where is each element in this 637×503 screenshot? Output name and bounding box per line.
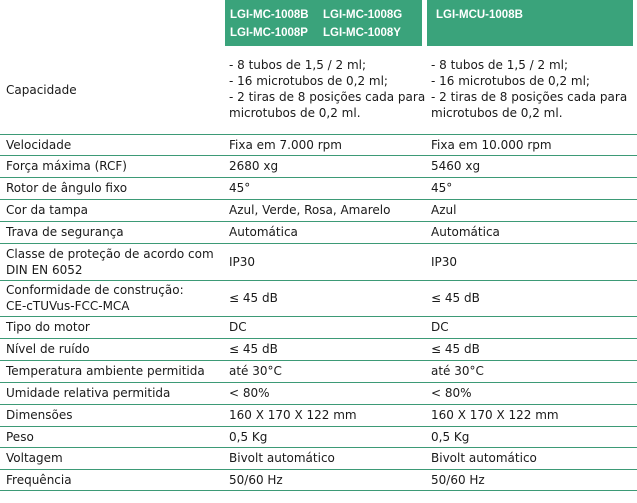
cell-text-line: Velocidade [6,137,72,152]
spec-row [0,221,637,243]
spec-value-col1 [225,46,427,134]
model-name: LGI-MC-1008Y [323,27,401,39]
header-models-col1 [225,0,422,46]
spec-value-col2 [427,177,637,199]
cell-text-line: Voltagem [6,451,63,465]
spec-value-col2 [427,338,637,360]
spec-value-col2 [427,221,637,243]
cell-text-line: microtubos de 0,2 ml. [229,106,361,120]
model-name: LGI-MCU-1008B [436,9,523,21]
spec-value-col2 [427,46,637,134]
cell-text-line: 160 X 170 X 122 mm [431,408,559,422]
cell-text-line: 0,5 Kg [431,429,470,444]
cell-text-line: Azul [431,203,457,217]
spec-value-col2 [427,447,637,469]
spec-value-col2 [427,316,637,338]
spec-label [0,404,225,426]
cell-text-line: ≤ 45 dB [431,291,480,305]
spec-value-col1 [225,199,427,221]
spec-row [0,426,637,447]
cell-text-line: Rotor de ângulo fixo [6,181,128,195]
cell-text-line: 45° [431,181,453,195]
spec-value-col2 [427,134,637,155]
spec-value-col2 [427,404,637,426]
cell-text-line: 0,5 Kg [229,429,268,444]
cell-text-line: Azul, Verde, Rosa, Amarelo [229,203,391,217]
spec-label [0,382,225,404]
cell-text-line: - 16 microtubos de 0,2 ml; [229,74,388,88]
spec-value-col2 [427,469,637,490]
header-models-col2 [427,0,633,46]
spec-label [0,199,225,221]
cell-text-line: - 2 tiras de 8 posições cada para [431,90,628,104]
cell-text-line: microtubos de 0,2 ml. [431,106,563,120]
spec-value-col2 [427,280,637,316]
spec-row [0,382,637,404]
cell-text-line: - 8 tubos de 1,5 / 2 ml; [431,58,569,72]
spec-row [0,280,637,316]
spec-table [0,46,637,491]
spec-row [0,46,637,134]
spec-value-col2 [427,426,637,447]
spec-value-col2 [427,243,637,280]
spec-row [0,243,637,280]
cell-text-line: Conformidade de construção: [6,283,184,297]
cell-text-line: 2680 xg [229,159,279,173]
cell-text-line: DIN EN 6052 [6,262,83,277]
cell-text-line: Umidade relativa permitida [6,386,171,400]
spec-label [0,243,225,280]
cell-text-line: ≤ 45 dB [431,342,480,356]
cell-text-line: 50/60 Hz [229,472,283,487]
spec-value-col1 [225,243,427,280]
spec-value-col1 [225,469,427,490]
spec-label [0,447,225,469]
spec-row [0,404,637,426]
spec-row [0,469,637,490]
spec-value-col2 [427,199,637,221]
cell-text-line: 5460 xg [431,159,481,173]
spec-row [0,134,637,155]
spec-label [0,360,225,382]
cell-text-line: DC [431,320,449,334]
spec-value-col1 [225,280,427,316]
cell-text-line: - 8 tubos de 1,5 / 2 ml; [229,58,367,72]
spec-row [0,199,637,221]
spec-value-col1 [225,382,427,404]
cell-text-line: - 16 microtubos de 0,2 ml; [431,74,590,88]
cell-text-line: Automática [431,225,500,239]
spec-label [0,469,225,490]
spec-row [0,338,637,360]
spec-value-col2 [427,155,637,177]
spec-value-col1 [225,447,427,469]
spec-value-col1 [225,134,427,155]
cell-text-line: 45° [229,181,251,195]
spec-label [0,177,225,199]
spec-value-col1 [225,404,427,426]
spec-label [0,221,225,243]
spec-value-col1 [225,155,427,177]
spec-label [0,155,225,177]
spec-row [0,177,637,199]
cell-text-line: Tipo do motor [6,320,90,334]
cell-text-line: até 30°C [431,364,484,378]
cell-text-line: 160 X 170 X 122 mm [229,408,357,422]
cell-text-line: Automática [229,225,298,239]
model-name: LGI-MC-1008B [230,9,309,21]
spec-label [0,426,225,447]
model-name: LGI-MC-1008G [323,9,403,21]
cell-text-line: DC [229,320,247,334]
cell-text-line: < 80% [431,386,472,400]
model-name: LGI-MC-1008P [230,27,308,39]
cell-text-line: Peso [6,429,34,444]
spec-value-col1 [225,338,427,360]
spec-label [0,280,225,316]
cell-text-line: Trava de segurança [6,225,124,239]
spec-label [0,134,225,155]
spec-label [0,46,225,134]
spec-value-col1 [225,221,427,243]
spec-row [0,316,637,338]
cell-text-line: Capacidade [6,82,77,97]
cell-text-line: ≤ 45 dB [229,342,278,356]
cell-text-line: Fixa em 10.000 rpm [431,137,552,152]
cell-text-line: Fixa em 7.000 rpm [229,137,342,152]
cell-text-line: IP30 [431,254,458,269]
cell-text-line: Temperatura ambiente permitida [6,364,205,378]
cell-text-line: CE-cTUVus-FCC-MCA [6,299,130,313]
cell-text-line: Nível de ruído [6,342,90,356]
cell-text-line: Cor da tampa [6,203,88,217]
cell-text-line: Classe de proteção de acordo com [6,246,214,261]
spec-value-col1 [225,177,427,199]
spec-row [0,447,637,469]
spec-value-col1 [225,426,427,447]
cell-text-line: IP30 [229,254,256,269]
spec-value-col2 [427,360,637,382]
cell-text-line: ≤ 45 dB [229,291,278,305]
spec-row [0,155,637,177]
cell-text-line: Dimensões [6,408,73,422]
cell-text-line: Bivolt automático [431,451,537,465]
spec-value-col2 [427,382,637,404]
cell-text-line: até 30°C [229,364,282,378]
cell-text-line: Bivolt automático [229,451,335,465]
spec-value-col1 [225,360,427,382]
spec-label [0,338,225,360]
spec-value-col1 [225,316,427,338]
cell-text-line: < 80% [229,386,270,400]
cell-text-line: - 2 tiras de 8 posições cada para [229,90,426,104]
spec-row [0,360,637,382]
cell-text-line: Força máxima (RCF) [6,159,127,173]
spec-label [0,316,225,338]
cell-text-line: Frequência [6,472,72,487]
cell-text-line: 50/60 Hz [431,472,485,487]
